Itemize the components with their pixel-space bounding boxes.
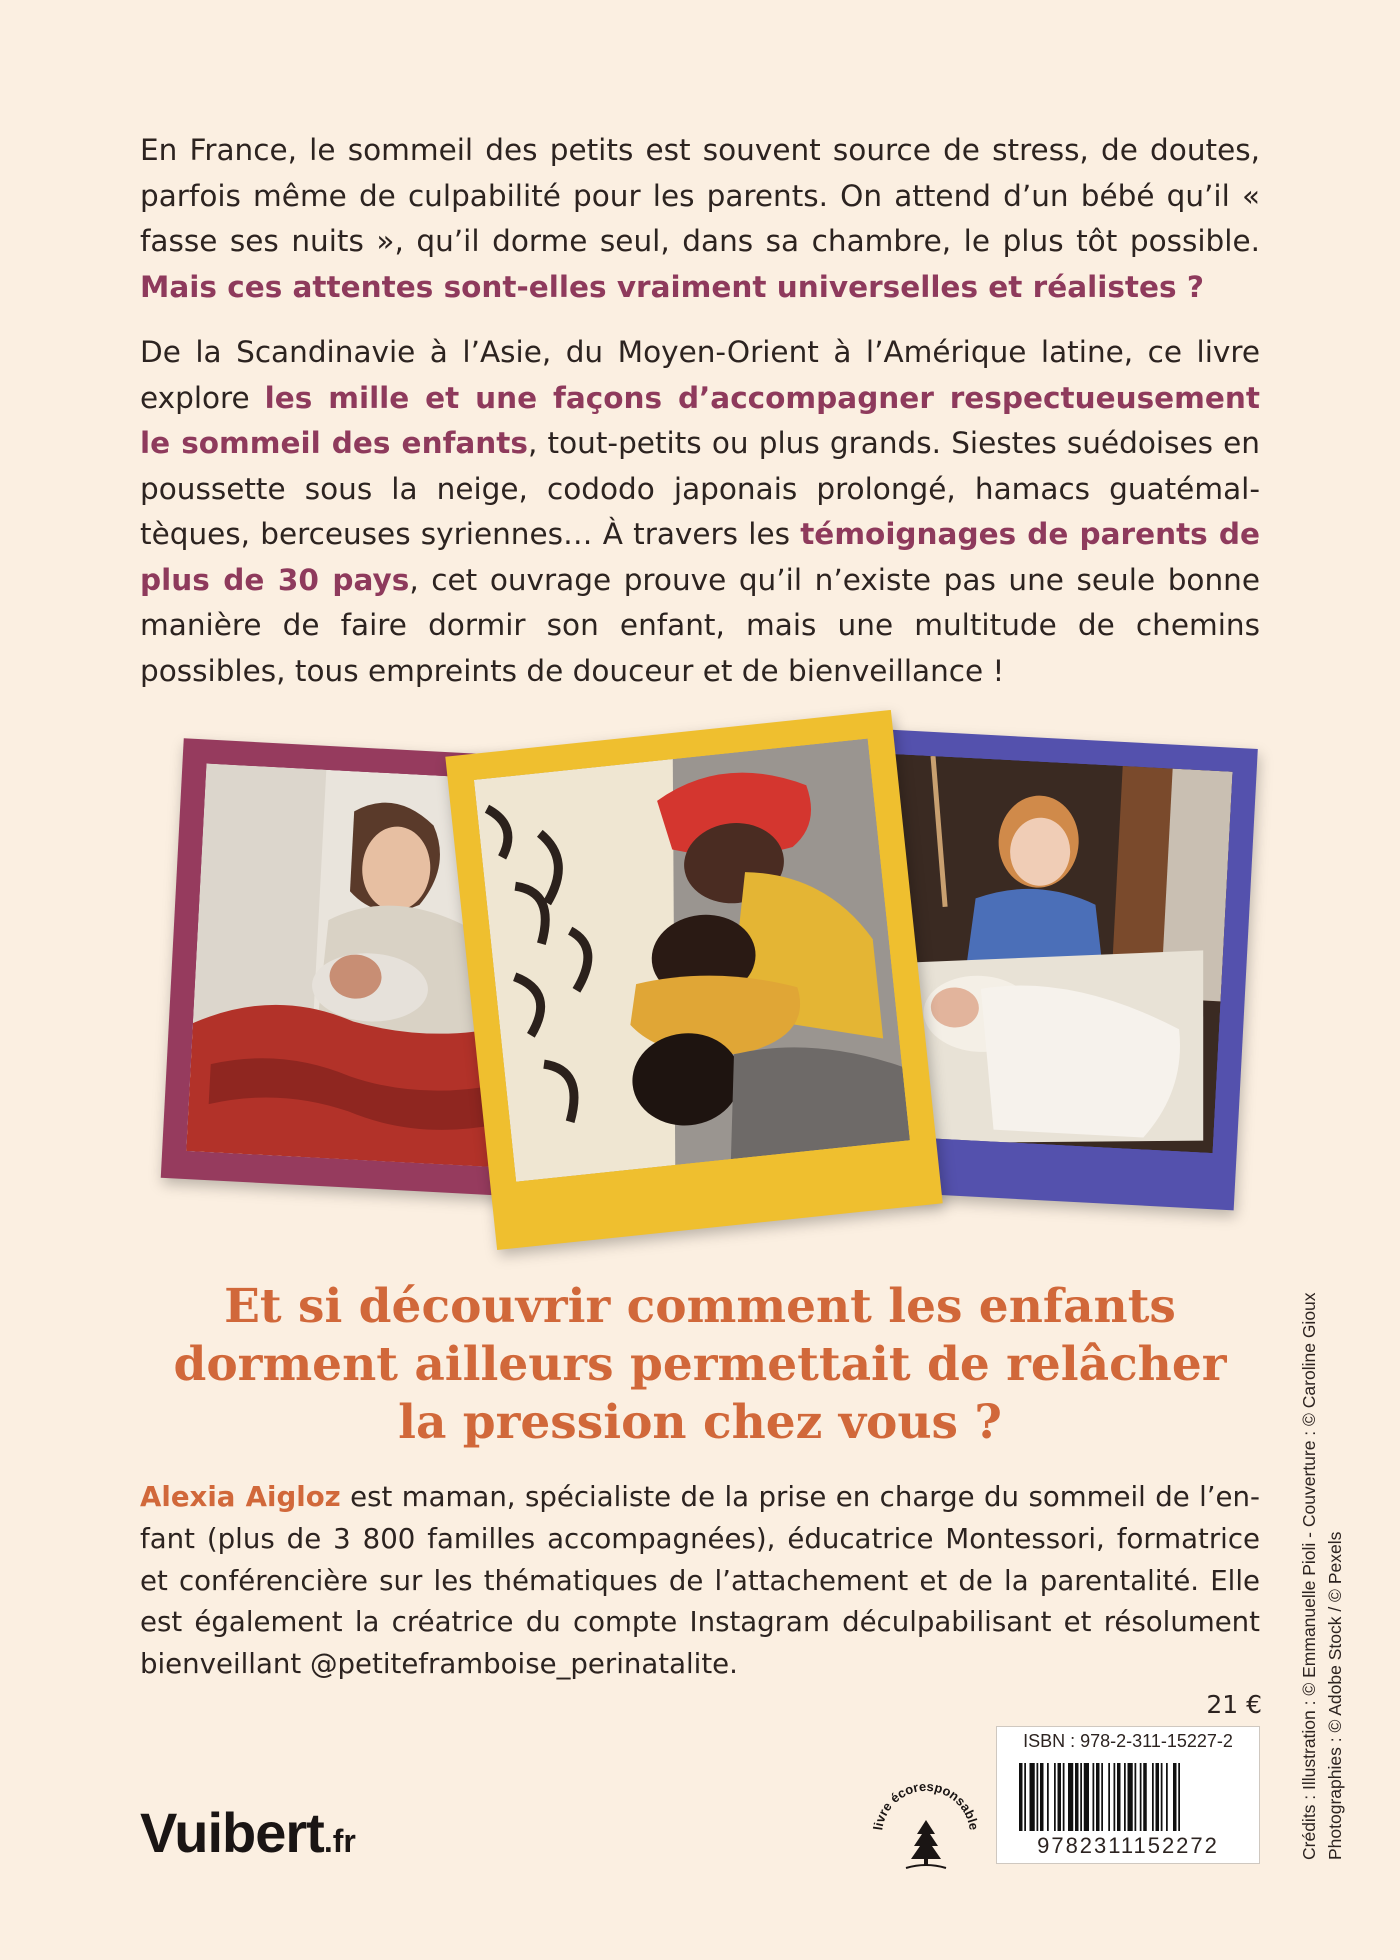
publisher-logo — [140, 1800, 356, 1865]
photo-frame-2 — [445, 710, 942, 1250]
author-name: Alexia Aigloz — [140, 1480, 341, 1513]
intro-p1-text: En France, le sommeil des petits est souvent source de stress, de doutes, parfois même de culpabilité pour les parents. On attend d’un bébé qu’il « fasse ses nuits », qu’il dorme seul, dans sa chambre, le plus tôt possible. — [140, 133, 1260, 258]
intro-text — [140, 128, 1260, 714]
tagline — [140, 1278, 1260, 1452]
tagline-line-2: dorment ailleurs permettait de relâcher — [173, 1337, 1227, 1392]
barcode-digits: 9782311152272 — [1037, 1833, 1219, 1858]
intro-p2-text-c: , cet ouvrage prouve qu’il n’existe pas une seule bonne manière de faire dormir son enfant, mais une multitude de chemins possibles, tous empreints de douceur et de bienveillance ! — [140, 562, 1261, 688]
intro-paragraph-2 — [140, 330, 1260, 694]
intro-p2-highlight-1: les mille et une façons d’accompagner respectueusement le sommeil des enfants — [140, 380, 1260, 460]
photo-collage — [0, 720, 1400, 1280]
photo-family-sleeping — [474, 739, 910, 1182]
tree-icon — [906, 1820, 946, 1868]
price-label: 21 € — [1206, 1690, 1262, 1719]
publisher-name: Vuibert — [140, 1801, 324, 1864]
author-bio — [140, 1476, 1260, 1685]
tagline-line-1: Et si découvrir comment les enfants — [224, 1279, 1176, 1334]
intro-p2-text-a: De la Scandinavie à l’Asie, du Moyen-Orient à l’Amérique latine, ce livre explore — [140, 335, 1260, 415]
credits-line-2: Photographies : © Adobe Stock / © Pexels — [1325, 1531, 1345, 1860]
tagline-line-3: la pression chez vous ? — [398, 1395, 1002, 1450]
intro-p1-highlight: Mais ces attentes sont-elles vraiment universelles et réalistes ? — [140, 269, 1204, 304]
eco-badge — [866, 1776, 986, 1896]
intro-p2-highlight-2: témoignages de parents de plus de 30 pays — [140, 517, 1260, 597]
credits-line-1: Crédits : Illustration : © Emmanuelle Pioli - Couverture : © Caroline Gioux — [1299, 1292, 1319, 1860]
author-bio-text: est maman, spécialiste de la prise en charge du sommeil de l’enfant (plus de 3 800 familles accompagnées), éducatrice Montessori, formatrice et conférencière sur les thématiques de l’attachement et de la parentalité. Elle est également la créatrice du compte Instagram déculpabilisant et résolument bienveillant @petiteframboise_perinatalite. — [140, 1480, 1260, 1681]
eco-badge-text: livre écoresponsable — [870, 1778, 982, 1832]
credits — [1296, 1090, 1348, 1860]
isbn-text: ISBN : 978-2-311-15227-2 — [1023, 1731, 1233, 1751]
publisher-ext: .fr — [323, 1823, 356, 1859]
barcode-bars — [1019, 1763, 1237, 1831]
intro-paragraph-1 — [140, 128, 1260, 310]
isbn-barcode — [996, 1726, 1260, 1864]
intro-p2-text-b: , tout-petits ou plus grands. Siestes suédoises en poussette sous la neige, cododo japonais prolongé, hamacs guatémaltèques, berceuses syriennes… À travers les — [140, 426, 1261, 551]
